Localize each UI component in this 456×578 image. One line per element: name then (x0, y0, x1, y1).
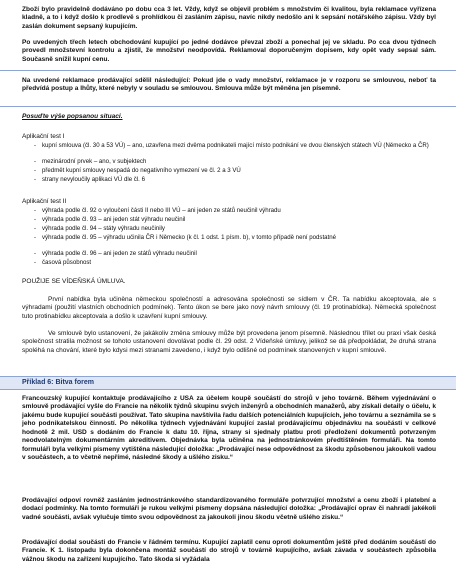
test1-item: předmět kupní smlouvy nespadá do negativního vymezení ve čl. 2 a 3 VÚ (42, 167, 241, 174)
list-bullet: - (34, 216, 37, 223)
test1-title: Aplikační test I (22, 133, 65, 140)
paragraph-seller-form: Prodávající odpoví rovněž zasláním jednostránkového standardizovaného formuláře potvrzující množství a cenu zboží i platební a dodací podmínky. Na tomto formuláři je rukou velkými písmeny dopsána následující doložka: „Prodávající oprav či nahradí jakékoli vadné součásti, avšak vylučuje tímto svou odpovědnost za jakoukoli jinou škodu včetně ušlého zisku.“ (22, 497, 436, 521)
list-bullet: - (34, 259, 37, 266)
paragraph-offer: První nabídka byla učiněna německou společností a adresována společnosti se sídlem v ČR. Ta nabídku akceptovala, ale s výhradami (použití vlastních obchodních podmínek). Tento úkon se bere jako nový návrh smlouvy (čl. 19 protinabídka). Německá společnost tuto protinabídku akceptovala a došlo k uzavření kupní smlouvy. (22, 296, 436, 320)
paragraph-written-form: Ve smlouvě bylo ustanovení, že jakákoliv změna smlouvy může být provedena jenom písemně. Následnou třílet ou praxí však česká společnost stratila možnost se tohoto ustanovení dovolávat podle čl. 29 odst. 2 Vídeňské úmluvy, jelikož se dá předpokládat, že druhá strana spoléhá na chování, které bylo kdysi mezi stranami zavedeno, i když bylo odlišné od podmínek stanovených v kupní smlouvě. (22, 330, 436, 354)
list-bullet: - (34, 250, 37, 257)
example-title: Příklad 6: Bitva forem (22, 379, 94, 386)
test2-item: výhrada podle čl. 96 – ani jeden ze států výhradu neučinil (42, 250, 197, 257)
section-divider (0, 70, 456, 71)
paragraph-buyer: Francouzský kupující kontaktuje prodávajícího z USA za účelem koupě součástí do strojů v jeho továrně. Během vyjednávání o smlouvě prodávající vyšle do Francie na několik týdnů skupinu svých inženýrů a obchodních manažerů, aby získali detaily o účelu, k jakému bude kupující součásti používat. Tato skupina navštívila řadu dalších potenciálních kupujících, jeho továrnu a seznámila se s jeho podnikatelskou činností. Po několika týdnech vyjednávání kupující zaslal prodávajícímu objednávku na součásti v celkové hodnotě 2 mil. USD s dodáním do Francie k datu 10. října, strany si sjednaly platbu proti předložení dokumentů potvrzeným neodvolatelným dokumentárním akreditivem. Objednávka byla učiněna na jednostránkovém předtištěném formuláři. Na tomto formuláři byla velkými písmeny vytištěna následující doložka: „Prodávající nese odpovědnost za škodu způsobenou jakoukoli vadou v součástech, a to včetně nepřímé, následné škody a ušlého zisku.“ (22, 395, 436, 462)
paragraph-complaint: Po uvedených třech letech obchodování kupující po jedné dodávce převzal zboží a ponechal jej ve skladu. Po cca dvou týdnech provedl množstevní kontrolu a zjistil, že množství neodpovídá. Reklamoval doporučeným dopisem, kdy opět vady sepsal sám. Současně snížil kupní cenu. (22, 39, 436, 63)
list-bullet: - (34, 167, 37, 174)
test2-title: Aplikační test II (22, 198, 67, 205)
list-bullet: - (34, 207, 37, 214)
test2-item: výhrada podle čl. 95 – výhradu učinila ČR i Německo (k čl. 1 odst. 1 písm. b), v tomto případě není podstatné (42, 234, 337, 241)
test1-item: kupní smlouva (čl. 30 a 53 VÚ) – ano, uzavřena mezi dvěma podnikateli mající místo podnikání ve dvou členských státech VÚ (Německo a ČR) (42, 142, 429, 149)
list-bullet: - (34, 158, 37, 165)
section-divider (0, 106, 456, 107)
test1-item: mezinárodní prvek – ano, v subjektech (42, 158, 147, 165)
test2-item: výhrada podle čl. 92 o vyloučení části II nebo III VÚ – ani jeden ze států neučinil výhradu (42, 207, 281, 214)
paragraph-seller-reply: Na uvedené reklamace prodávající sdělil následující: Pokud jde o vady množství, reklamace je v rozporu se smlouvou, neboť ta předvídá postup a lhůty, které nebyly v souladu se smlouvou. Smlouva může být měněna jen písemně. (22, 77, 436, 93)
list-bullet: - (34, 234, 37, 241)
test2-item: výhrada podle čl. 94 – státy výhradu neučinily (42, 225, 165, 232)
heading-conclusion: POUŽIJE SE VÍDEŇSKÁ ÚMLUVA. (22, 278, 126, 285)
test2-item: časová působnost (42, 259, 92, 266)
heading-assess: Posuďte výše popsanou situaci. (22, 113, 123, 120)
test2-item: výhrada podle čl. 93 – ani jeden stát výhradu neučinil (42, 216, 186, 223)
section-divider (0, 389, 456, 390)
list-bullet: - (34, 225, 37, 232)
paragraph-delivery: Prodávající dodal součásti do Francie v řádném termínu. Kupující zaplatil cenu oproti dokumentům ještě před dodáním součástí do Francie. K 1. listopadu byla dokončena montáž součástí do strojů v továrně kupujícího, avšak závada v součástech způsobila vážnou škodu na zařízení kupujícího. Tato škoda si vyžádala (22, 539, 436, 563)
paragraph-intro: Zboží bylo pravidelně dodáváno po dobu cca 3 let. Vždy, když se objevil problém s množstvím či kvalitou, byla reklamace vyřízena kladně, a to i když došlo k prodlevě s prohlídkou či zasláním zápisu, navíc nikdy nedošlo ani k sepsání notářského zápisu. Vždy byl zaslán dokument sepsaný kupujícím. (22, 6, 436, 30)
test1-item: strany nevyloučily aplikaci VÚ dle čl. 6 (42, 176, 145, 183)
list-bullet: - (34, 176, 37, 183)
list-bullet: - (34, 142, 37, 149)
